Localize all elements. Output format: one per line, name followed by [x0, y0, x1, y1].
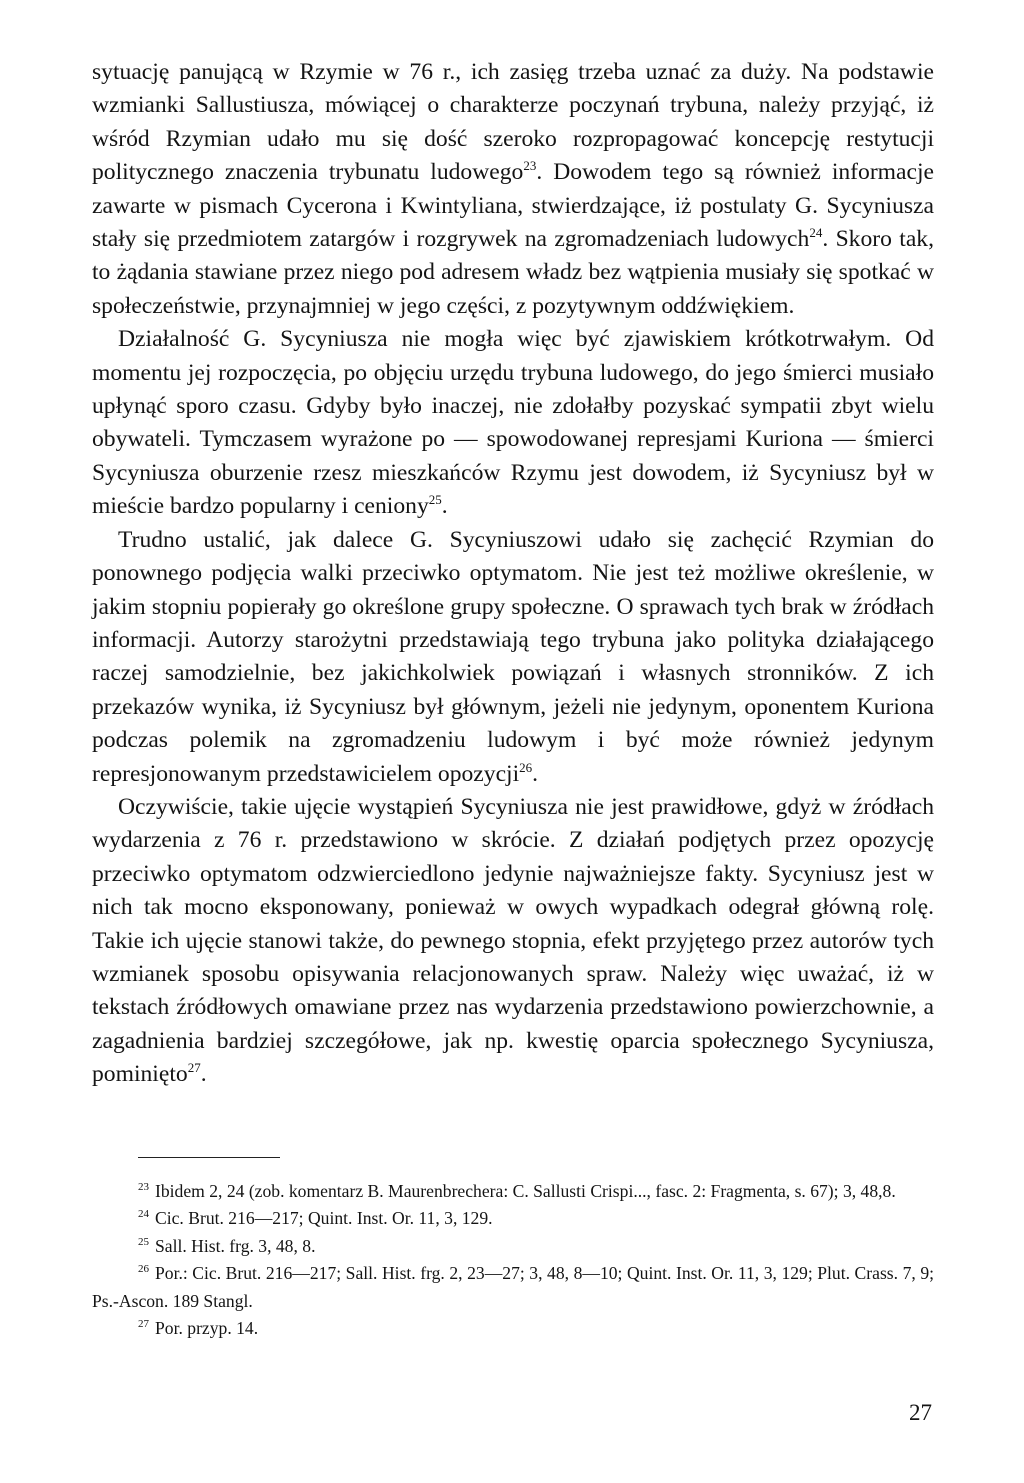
paragraph-2-text-a: Działalność G. Sycyniusza nie mogła więc być zjawiskiem krótkotrwałym. Od momentu jej rozpoczęcia, po objęciu urzędu trybuna ludowego, do jego śmierci musiało upłynąć sporo czasu. Gdyby było inaczej, nie zdołałby pozyskać sympatii zbyt wielu obywateli. Tymczasem wyrażone po — spowodowanej represjami Kuriona — śmierci Sycyniusza oburzenie rzesz mieszkańców Rzymu jest dowodem, iż Sycyniusz był w mieście bardzo popularny i ceniony	[92, 326, 934, 520]
page-number: 27	[909, 1400, 932, 1425]
footnote-text: Por.: Cic. Brut. 216—217; Sall. Hist. frg. 2, 23—27; 3, 48, 8—10; Quint. Inst. Or. 11, 3, 129; Plut. Crass. 7, 9; Ps.-Ascon. 189 Stangl.	[92, 1263, 934, 1311]
footnote-number: 27	[138, 1318, 149, 1331]
paragraph-1-text-a: sytuację panującą w Rzymie w 76 r., ich zasięg trzeba uznać za duży. Na podstawie wzmianki Sallustiusza, mówiącej o charakterze poczynań trybuna, należy przyjąć, iż wśród Rzymian udało mu się dość szeroko rozpropagować koncepcję restytucji politycznego znaczenia trybunatu ludowego	[92, 59, 934, 186]
footnote-ref-24[interactable]: 24	[809, 225, 823, 241]
footnote-ref-26[interactable]: 26	[519, 759, 533, 775]
footnote-25	[92, 1233, 934, 1260]
paragraph-3-text-a: Trudno ustalić, jak dalece G. Sycyniuszowi udało się zachęcić Rzymian do ponownego podjęcia walki przeciwko optymatom. Nie jest też możliwe określenie, w jakim stopniu popierały go określone grupy społeczne. O sprawach tych brak w źródłach informacji. Autorzy starożytni przedstawiają tego trybuna jako polityka działającego raczej samodzielnie, bez jakichkolwiek powiązań i własnych stronników. Z ich przekazów wynika, iż Sycyniusz był głównym, jeżeli nie jedynym, oponentem Kuriona podczas polemik na zgromadzeniu ludowym i być może również jedynym represjonowanym przedstawicielem opozycji	[92, 526, 934, 787]
footnote-text: Sall. Hist. frg. 3, 48, 8.	[155, 1235, 316, 1256]
footnote-text: Cic. Brut. 216—217; Quint. Inst. Or. 11, 3, 129.	[155, 1208, 493, 1229]
footnote-ref-23[interactable]: 23	[523, 158, 537, 174]
paragraph-4-text-b: .	[200, 1061, 207, 1088]
footnote-26	[92, 1260, 934, 1315]
footnote-24	[92, 1205, 934, 1232]
footnote-text: Ibidem 2, 24 (zob. komentarz B. Maurenbrechera: C. Sallusti Crispi..., fasc. 2: Fragmenta, s. 67); 3, 48,8.	[155, 1181, 896, 1201]
footnote-number: 24	[138, 1208, 149, 1221]
footnote-27	[92, 1315, 934, 1342]
footnote-text: Por. przyp. 14.	[155, 1318, 259, 1339]
paragraph-1-text-c: . Skoro tak, to żądania stawiane przez niego pod adresem władz bez wątpienia musiały się spotkać w społeczeństwie, przynajmniej w jego części, z pozytywnym oddźwiękiem.	[92, 226, 934, 319]
footnote-number: 23	[138, 1181, 149, 1193]
footnote-ref-25[interactable]: 25	[428, 492, 442, 508]
paragraph-3	[92, 524, 934, 791]
footnote-ref-27[interactable]: 27	[187, 1060, 201, 1076]
paragraph-1	[92, 56, 934, 323]
main-text	[92, 56, 934, 1092]
paragraph-2-text-b: .	[441, 493, 448, 520]
paragraph-4-text-a: Oczywiście, takie ujęcie wystąpień Sycyniusza nie jest prawidłowe, gdyż w źródłach wydarzenia z 76 r. przedstawiono w skrócie. Z działań podjętych przez opozycję przeciwko optymatom odzwierciedlono jedynie najważniejsze fakty. Sycyniusz jest w nich tak mocno eksponowany, ponieważ w owych wypadkach odegrał główną rolę. Takie ich ujęcie stanowi także, do pewnego stopnia, efekt przyjętego przez autorów tych wzmianek sposobu opisywania relacjonowanych spraw. Należy więc uważać, iż w tekstach źródłowych omawiane przez nas wydarzenia przedstawiono powierzchownie, a zagadnienia bardziej szczegółowe, jak np. kwestię oparcia społecznego Sycyniusza, pominięto	[92, 793, 934, 1088]
footnote-number: 25	[138, 1235, 149, 1248]
paragraph-4	[92, 791, 934, 1092]
page-body	[92, 56, 934, 1092]
footnote-number: 26	[138, 1263, 149, 1276]
footnote-23	[92, 1178, 934, 1205]
footnotes	[92, 1178, 934, 1342]
paragraph-2	[92, 323, 934, 523]
paragraph-3-text-b: .	[532, 760, 539, 787]
paragraph-1-text-b: . Dowodem tego są również informacje zawarte w pismach Cycerona i Kwintyliana, stwierdzające, iż postulaty G. Sycyniusza stały się przedmiotem zatargów i rozgrywek na zgromadzeniach ludowych	[92, 159, 935, 253]
footnote-separator	[138, 1157, 280, 1158]
